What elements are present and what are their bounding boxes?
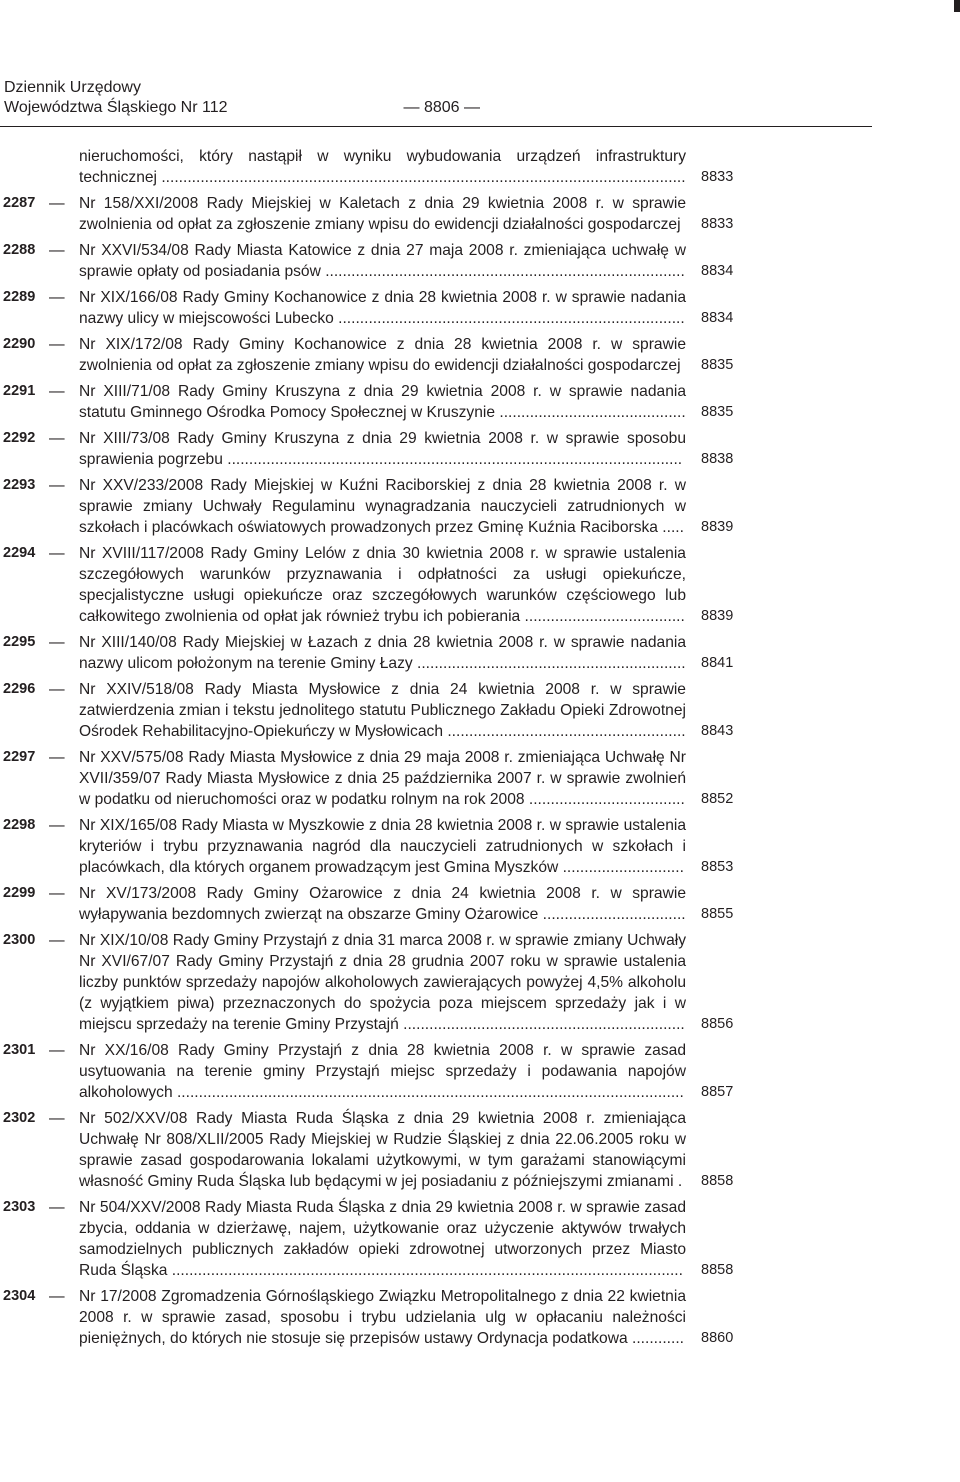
entry-title: Nr XXVI/534/08 Rady Miasta Katowice z dnia 27 maja 2008 r. zmieniająca uchwałę w sprawie opłaty od posiadania psów ................................................................................... [79, 242, 686, 280]
entry-page-number: 8835 [701, 357, 734, 373]
header-rule [0, 126, 872, 127]
entry-page-number: 8833 [701, 169, 734, 185]
entry-page-number: 8843 [701, 723, 734, 739]
entry-number: 2298 [3, 817, 36, 833]
entry-number: 2300 [3, 932, 36, 948]
entry-page-number: 8858 [701, 1262, 734, 1278]
table-of-contents [0, 146, 960, 1354]
entry-page-number: 8857 [701, 1084, 734, 1100]
entry-page-number: 8856 [701, 1016, 734, 1032]
toc-entry [0, 334, 960, 376]
entry-title: Nr 502/XXV/08 Rady Miasta Ruda Śląska z dnia 29 kwietnia 2008 r. zmieniająca Uchwałę Nr 808/XLII/2005 Rady Miejskiej w Rudzie Śląskiej z dnia 22.06.2005 roku w sprawie zasad gospodarowania lokalami użytkowymi, w tym garażami stanowiącymi własność Gminy Ruda Śląska lub będącymi w jej posiadaniu z późniejszymi zmianami . [79, 1110, 686, 1190]
entry-title: nieruchomości, który nastąpił w wyniku wybudowania urządzeń infrastruktury technicznej ......................................................................................................................... [79, 148, 686, 186]
entry-title: Nr 17/2008 Zgromadzenia Górnośląskiego Związku Metropolitalnego z dnia 22 kwietnia 2008 r. w sprawie zasad, sposobu i trybu udzielania ulg w opłacaniu należności pieniężnych, do których nie stosuje się przepisów ustawy Ordynacja podatkowa ............ [79, 1288, 686, 1347]
entry-page-number: 8860 [701, 1330, 734, 1346]
entry-number: 2304 [3, 1288, 36, 1304]
journal-title: Dziennik Urzędowy [4, 79, 141, 96]
entry-dash: — [49, 932, 65, 949]
entry-dash: — [49, 289, 65, 306]
entry-number: 2294 [3, 545, 36, 561]
toc-entry [0, 1286, 960, 1349]
entry-page-number: 8853 [701, 859, 734, 875]
toc-entry [0, 747, 960, 810]
entry-title: Nr XIX/172/08 Rady Gminy Kochanowice z dnia 28 kwietnia 2008 r. w sprawie zwolnienia od opłat za zgłoszenie zmiany wpisu do ewidencji działalności gospodarczej [79, 336, 686, 374]
entry-dash: — [49, 817, 65, 834]
toc-entry [0, 428, 960, 470]
entry-title: Nr XIX/166/08 Rady Gminy Kochanowice z dnia 28 kwietnia 2008 r. w sprawie nadania nazwy ulicy w miejscowości Lubecko ................................................................................ [79, 289, 686, 327]
entry-dash: — [49, 242, 65, 259]
entry-page-number: 8841 [701, 655, 734, 671]
entry-number: 2301 [3, 1042, 36, 1058]
toc-entry [0, 930, 960, 1035]
entry-dash: — [49, 1110, 65, 1127]
entry-dash: — [49, 430, 65, 447]
toc-entry [0, 1040, 960, 1103]
entry-dash: — [49, 1199, 65, 1216]
entry-number: 2296 [3, 681, 36, 697]
toc-entry [0, 240, 960, 282]
toc-entry [0, 1108, 960, 1192]
entry-number [0, 146, 49, 188]
entry-number: 2287 [3, 195, 36, 211]
entry-dash: — [49, 749, 65, 766]
entry-number: 2299 [3, 885, 36, 901]
entry-page-number: 8833 [701, 216, 734, 232]
entry-number: 2293 [3, 477, 36, 493]
entry-page-number: 8839 [701, 608, 734, 624]
entry-dash: — [49, 383, 65, 400]
entry-title: Nr XX/16/08 Rady Gminy Przystajń z dnia 28 kwietnia 2008 r. w sprawie zasad usytuowania na terenie gminy Przystajń miejsc sprzedaży i podawania napojów alkoholowych ..................................................................................................................... [79, 1042, 686, 1101]
entry-title: Nr XVIII/117/2008 Rady Gminy Lelów z dnia 30 kwietnia 2008 r. w sprawie ustalenia szczegółowych warunków przyznawania i odpłatności za usługi opiekuńcze, specjalistyczne usługi opiekuńcze oraz szczegółowych warunków częściowego lub całkowitego zwolnienia od opłat jak również trybu ich pobierania ..................................... [79, 545, 686, 625]
toc-entry [0, 883, 960, 925]
entry-number: 2292 [3, 430, 36, 446]
entry-title: Nr XIX/10/08 Rady Gminy Przystajń z dnia 31 marca 2008 r. w sprawie zmiany Uchwały Nr XVI/67/07 Rady Gminy Przystajń z dnia 28 grudnia 2007 roku w sprawie ustalenia liczby punktów sprzedaży napojów alkoholowych zawierających powyżej 4,5% alkoholu (z wyjątkiem piwa) przeznaczonych do spożycia poza miejscem sprzedaży jak i w miejscu sprzedaży na terenie Gminy Przystajń ................................................................. [79, 932, 686, 1033]
entry-title: Nr 504/XXV/2008 Rady Miasta Ruda Śląska z dnia 29 kwietnia 2008 r. w sprawie zasad zbycia, oddania w dzierżawę, najem, użytkowanie oraz użyczenie aktywów trwałych samodzielnych publicznych zakładów opieki zdrowotnej utworzonych przez Miasto Ruda Śląska ...................................................................................................................... [79, 1199, 686, 1279]
toc-entry [0, 543, 960, 627]
entry-dash: — [49, 1042, 65, 1059]
toc-entry [0, 1197, 960, 1281]
entry-number: 2291 [3, 383, 36, 399]
entry-page-number: 8834 [701, 263, 734, 279]
entry-number: 2303 [3, 1199, 36, 1215]
entry-dash: — [49, 885, 65, 902]
entry-page-number: 8858 [701, 1173, 734, 1189]
entry-page-number: 8835 [701, 404, 734, 420]
page-header [4, 78, 480, 118]
toc-entry [0, 287, 960, 329]
entry-number: 2295 [3, 634, 36, 650]
entry-number: 2289 [3, 289, 36, 305]
entry-page-number: 8852 [701, 791, 734, 807]
entry-dash: — [49, 336, 65, 353]
entry-title: Nr XXV/575/08 Rady Miasta Mysłowice z dnia 29 maja 2008 r. zmieniająca Uchwałę Nr XVII/359/07 Rady Miasta Mysłowice z dnia 25 października 2007 r. w sprawie zwolnień w podatku od nieruchomości oraz w podatku rolnym na rok 2008 .................................... [79, 749, 686, 808]
entry-number: 2302 [3, 1110, 36, 1126]
toc-entry [0, 679, 960, 742]
entry-title: Nr XIII/71/08 Rady Gminy Kruszyna z dnia 29 kwietnia 2008 r. w sprawie nadania statutu Gminnego Ośrodka Pomocy Społecznej w Kruszynie ........................................... [79, 383, 686, 421]
entry-dash: — [49, 477, 65, 494]
entry-dash: — [49, 1288, 65, 1305]
entry-number: 2288 [3, 242, 36, 258]
entry-title: Nr XXIV/518/08 Rady Miasta Mysłowice z dnia 24 kwietnia 2008 r. w sprawie zatwierdzenia zmian i tekstu jednolitego statutu Publicznego Zakładu Opieki Zdrowotnej Ośrodek Rehabilitacyjno-Opiekuńczy w Mysłowicach ....................................................... [79, 681, 686, 740]
entry-page-number: 8834 [701, 310, 734, 326]
entry-dash: — [49, 195, 65, 212]
entry-dash: — [49, 681, 65, 698]
entry-title: Nr XV/173/2008 Rady Gminy Ożarowice z dnia 24 kwietnia 2008 r. w sprawie wyłapywania bezdomnych zwierząt na obszarze Gminy Ożarowice ................................. [79, 885, 686, 923]
entry-page-number: 8855 [701, 906, 734, 922]
entry-number: 2290 [3, 336, 36, 352]
entry-title: Nr XIII/140/08 Rady Miejskiej w Łazach z dnia 28 kwietnia 2008 r. w sprawie nadania nazwy ulicom położonym na terenie Gminy Łazy .............................................................. [79, 634, 686, 672]
toc-entry [0, 632, 960, 674]
toc-entry [0, 475, 960, 538]
entry-number: 2297 [3, 749, 36, 765]
entry-dash: — [49, 545, 65, 562]
page-number: — 8806 — [403, 99, 480, 116]
journal-issue: Województwa Śląskiego Nr 112 [4, 99, 228, 116]
entry-dash: — [49, 634, 65, 651]
entry-dash [49, 146, 79, 188]
page-corner-mark [954, 0, 960, 12]
entry-title: Nr XIII/73/08 Rady Gminy Kruszyna z dnia 29 kwietnia 2008 r. w sprawie sposobu sprawienia pogrzebu ......................................................................................................... [79, 430, 686, 468]
toc-entry [0, 381, 960, 423]
entry-page-number: 8839 [701, 519, 734, 535]
entry-title: Nr XXV/233/2008 Rady Miejskiej w Kuźni Raciborskiej z dnia 28 kwietnia 2008 r. w sprawie zmiany Uchwały Regulaminu wynagradzania nauczycieli zatrudnionych w szkołach i placówkach oświatowych prowadzonych przez Gminę Kuźnia Raciborska ..... [79, 477, 686, 536]
toc-entry [0, 193, 960, 235]
toc-entry [0, 146, 960, 188]
entry-title: Nr XIX/165/08 Rady Miasta w Myszkowie z dnia 28 kwietnia 2008 r. w sprawie ustalenia kryteriów i trybu przyznawania nagród dla nauczycieli zatrudnionych w szkołach i placówkach, dla których organem prowadzącym jest Gmina Myszków ............................ [79, 817, 686, 876]
entry-page-number: 8838 [701, 451, 734, 467]
entry-title: Nr 158/XXI/2008 Rady Miejskiej w Kaletach z dnia 29 kwietnia 2008 r. w sprawie zwolnienia od opłat za zgłoszenie zmiany wpisu do ewidencji działalności gospodarczej [79, 195, 686, 233]
toc-entry [0, 815, 960, 878]
